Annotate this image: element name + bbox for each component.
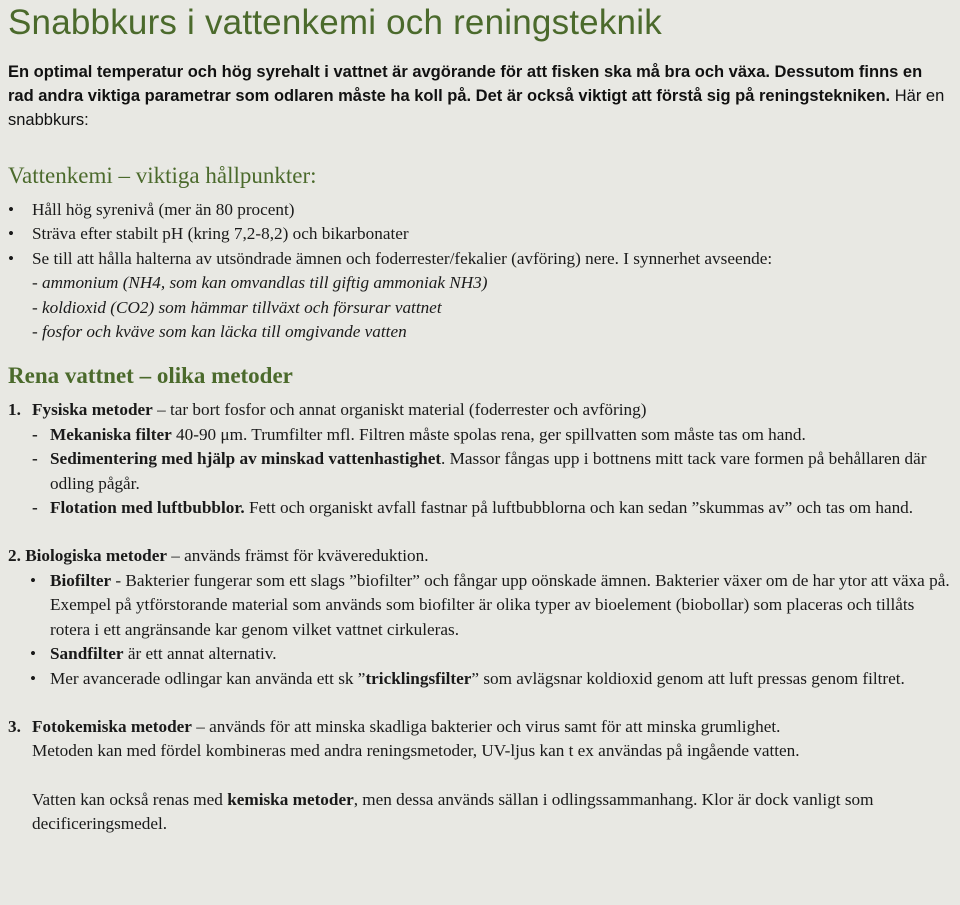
list-item [8, 569, 952, 642]
item-bold: tricklingsfilter [365, 668, 472, 688]
list-item-text: Se till att hålla halterna av utsöndrade ämnen och foderrester/fekalier (avföring) nere. I synnerhet avseende: [32, 248, 773, 268]
list-item [8, 423, 952, 447]
section-heading [8, 544, 952, 568]
list-item [8, 447, 952, 496]
item-pre: Mer avancerade odlingar kan använda ett sk ” [50, 668, 366, 688]
item-text: - Bakterier fungerar som ett slags ”biofilter” och fångar upp oönskade ämnen. Bakterier växer om de har ytor att växa på. Exempel på ytförstorande material som används som biofilter är olika typer av bioelement (biobollar) som placeras och tillåts rotera i ett angränsande kar genom vilket vattnet cirkuleras. [50, 570, 950, 639]
list-item [8, 642, 952, 666]
item-bold: Mekaniska filter [50, 424, 172, 444]
section-desc: – används för att minska skadliga bakterier och virus samt för att minska grumlighet. [191, 716, 781, 736]
dash-marker: - [32, 449, 38, 469]
section-number: 2. [8, 546, 21, 566]
list-item [8, 667, 952, 691]
section-number: 1. [8, 400, 21, 420]
list-item [8, 222, 952, 246]
bullet-dot: • [8, 200, 15, 219]
item-bold: Biofilter [50, 570, 112, 590]
heading-vattenkemi: Vattenkemi – viktiga hållpunkter: [8, 163, 317, 188]
final-bold: kemiska metoder [227, 789, 354, 809]
page-title: Snabbkurs i vattenkemi och reningsteknik [8, 3, 662, 42]
section-title: Biologiska metoder [25, 546, 167, 566]
list-item [8, 198, 952, 222]
section-desc: – används främst för kvävereduktion. [166, 546, 429, 566]
final-pre: Vatten kan också renas med [32, 789, 228, 809]
closing-paragraph [8, 788, 952, 837]
section-fotokemiska [8, 715, 952, 764]
final-post: , men dessa används sällan i odlingssammanhang. Klor är dock vanligt som decificeringsmedel. [32, 789, 874, 834]
vattenkemi-subitems [8, 271, 952, 344]
intro-normal: Här en snabbkurs: [8, 87, 945, 129]
item-text: ” som avlägsnar koldioxid genom att luft pressas genom filtret. [471, 668, 905, 688]
item-bold: Sandfilter [50, 644, 124, 664]
item-text: är ett annat alternativ. [123, 644, 277, 664]
list-item [8, 496, 952, 520]
bullet-dot: • [30, 644, 37, 664]
section-fysiska [8, 398, 952, 520]
dash-marker: - [32, 498, 38, 518]
intro-paragraph [8, 60, 952, 132]
bullet-dot: • [30, 668, 37, 688]
item-text: 40-90 μm. Trumfilter mfl. Filtren måste spolas rena, ger spillvatten som måste tas om hand. [171, 424, 806, 444]
section-heading [8, 398, 952, 422]
bullet-dot: • [8, 224, 15, 244]
section-desc: – tar bort fosfor och annat organiskt material (foderrester och avföring) [152, 400, 647, 420]
list-item-text: Håll hög syrenivå (mer än 80 procent) [32, 200, 295, 219]
subitem-koldioxid: - koldioxid (CO2) som hämmar tillväxt och försurar vattnet [32, 297, 442, 317]
item-bold: Sedimentering med hjälp av minskad vattenhastighet [50, 449, 442, 469]
vattenkemi-list [8, 198, 952, 271]
bullet-dot: • [8, 248, 15, 268]
section-number: 3. [8, 716, 21, 736]
subitem-fosfor: - fosfor och kväve som kan läcka till omgivande vatten [32, 322, 407, 342]
section-heading [8, 715, 952, 739]
biologiska-list [8, 569, 952, 691]
item-text: . Massor fångas upp i bottnens mitt tack vare formen på behållaren där odling pågår. [50, 449, 927, 493]
dash-marker: - [32, 424, 38, 444]
section-title: Fotokemiska metoder [32, 716, 192, 736]
section-continuation: Metoden kan med fördel kombineras med andra reningsmetoder, UV-ljus kan t ex användas på ingående vatten. [32, 741, 800, 761]
subitem-ammonium: - ammonium (NH4, som kan omvandlas till giftig ammoniak NH3) [32, 273, 488, 293]
intro-bold: En optimal temperatur och hög syrehalt i vattnet är avgörande för att fisken ska må bra och växa. Dessutom finns en rad andra viktiga parametrar som odlaren måste ha koll på. Det är också viktigt att förstå sig på reningstekniken. [8, 63, 923, 105]
list-item [8, 247, 952, 271]
item-bold: Flotation med luftbubblor. [50, 498, 245, 518]
section-biologiska [8, 544, 952, 690]
heading-rena-vattnet: Rena vattnet – olika metoder [8, 363, 293, 389]
item-text: Fett och organiskt avfall fastnar på luftbubblorna och kan sedan ”skummas av” och tas om hand. [244, 498, 914, 518]
fysiska-list [8, 423, 952, 521]
bullet-dot: • [30, 570, 37, 590]
section-title: Fysiska metoder [32, 400, 153, 420]
list-item-text: Sträva efter stabilt pH (kring 7,2-8,2) och bikarbonater [32, 224, 409, 244]
